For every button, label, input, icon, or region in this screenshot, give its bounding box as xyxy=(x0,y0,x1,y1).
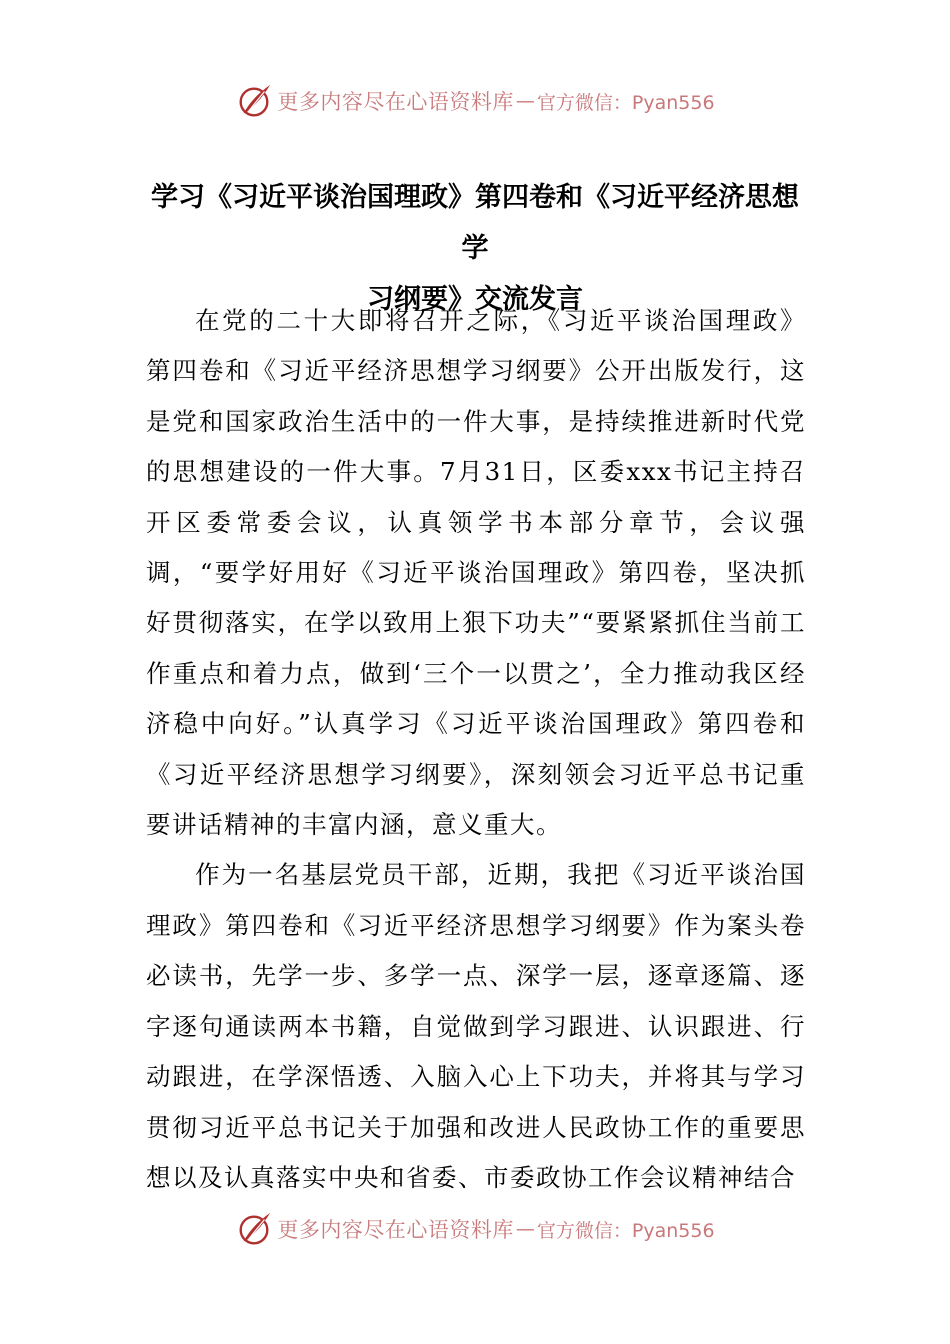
header-watermark-contact: 官方微信：Pyan556 xyxy=(536,91,715,114)
footer-watermark-banner xyxy=(0,1209,950,1249)
document-body xyxy=(146,296,806,1203)
footer-watermark-text: 更多内容尽在心语资料库 xyxy=(277,1218,514,1242)
quill-logo-icon xyxy=(235,82,273,120)
header-watermark-text: 更多内容尽在心语资料库 xyxy=(277,90,514,114)
header-watermark-separator: — xyxy=(515,90,535,112)
quill-logo-icon xyxy=(235,1210,273,1248)
document-title-line-2: 习纲要》交流发言 xyxy=(367,284,583,315)
footer-watermark-contact: 官方微信：Pyan556 xyxy=(536,1219,715,1242)
footer-watermark-separator: — xyxy=(515,1218,535,1240)
document-title-line-1: 学习《习近平谈治国理政》第四卷和《习近平经济思想学 xyxy=(151,182,799,264)
header-watermark-banner xyxy=(0,81,950,121)
body-paragraph-2: 作为一名基层党员干部，近期，我把《习近平谈治国理政》第四卷和《习近平经济思想学习纲要》作为案头卷必读书，先学一步、多学一点、深学一层，逐章逐篇、逐字逐句通读两本书籍，自觉做到学习跟进、认识跟进、行动跟进，在学深悟透、入脑入心上下功夫，并将其与学习贯彻习近平总书记关于加强和改进人民政协工作的重要思想以及认真落实中央和省委、市委政协工作会议精神结合 xyxy=(146,860,806,1192)
body-paragraph-1: 在党的二十大即将召开之际，《习近平谈治国理政》第四卷和《习近平经济思想学习纲要》公开出版发行，这是党和国家政治生活中的一件大事，是持续推进新时代党的思想建设的一件大事。7月31日，区委xxx书记主持召开区委常委会议，认真领学书本部分章节，会议强调，“要学好用好《习近平谈治国理政》第四卷，坚决抓好贯彻落实，在学以致用上狠下功夫”“要紧紧抓住当前工作重点和着力点，做到‘三个一以贯之’，全力推动我区经济稳中向好。”认真学习《习近平谈治国理政》第四卷和《习近平经济思想学习纲要》，深刻领会习近平总书记重要讲话精神的丰富内涵，意义重大。 xyxy=(146,306,806,840)
